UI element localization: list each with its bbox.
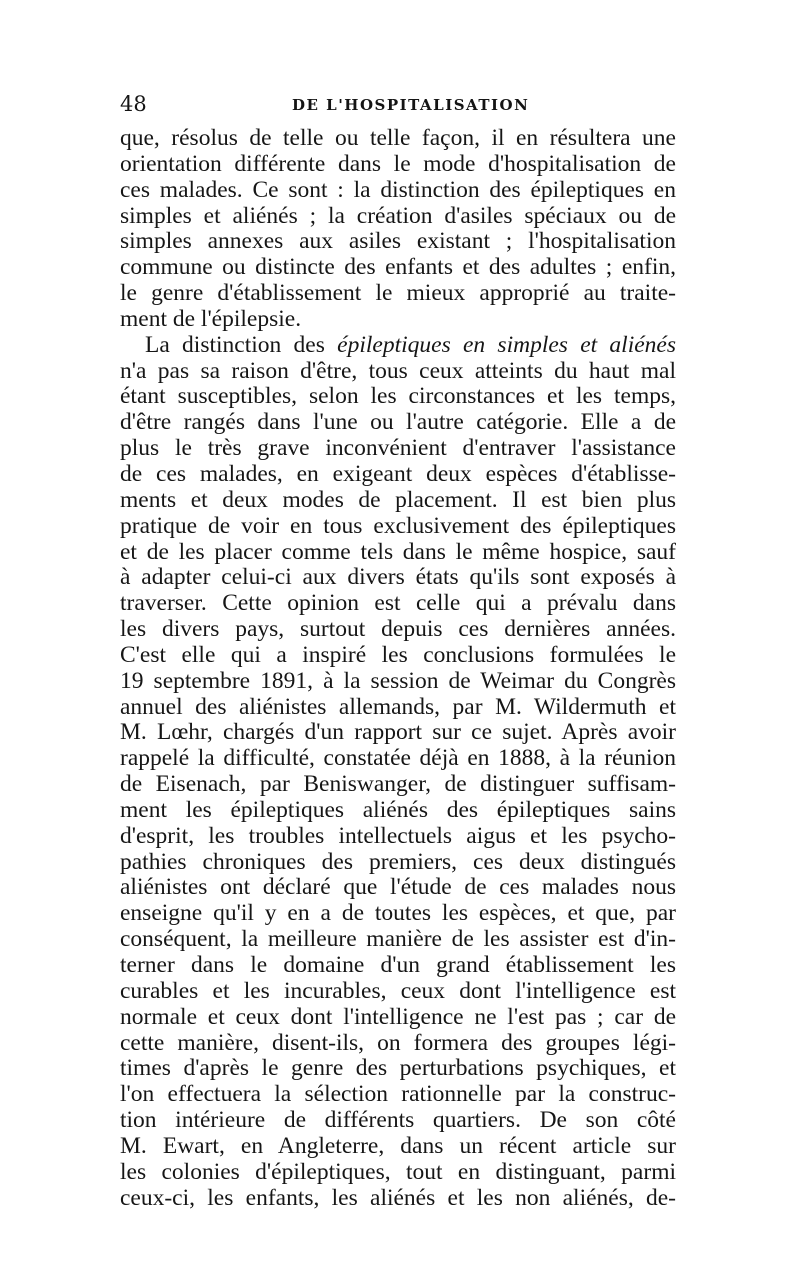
text-line: orientation différente dans le mode d'hospitalisation de — [120, 150, 676, 177]
text-line: tion intérieure de différents quartiers. De son côté — [120, 1107, 676, 1134]
paragraph-end-line: ment de l'épilepsie. — [120, 305, 302, 332]
italic-phrase: épileptiques en simples et aliénés — [337, 331, 676, 358]
text-line: plus le très grave inconvénient d'entraver l'assistance — [120, 435, 676, 462]
text-line: rappelé la difficulté, constatée déjà en 1888, à la réunion — [120, 745, 676, 772]
text-line: les divers pays, surtout depuis ces dernières années. — [120, 616, 676, 643]
text-line: 19 septembre 1891, à la session de Weimar du Congrès — [120, 667, 676, 694]
text-line: que, résolus de telle ou telle façon, il en résultera une — [120, 125, 676, 151]
text-span: La distinction des — [145, 331, 338, 358]
page-number: 48 — [120, 92, 147, 116]
text-line: pratique de voir en tous exclusivement des épileptiques — [120, 512, 676, 539]
text-line: ceux-ci, les enfants, les aliénés et les non aliénés, de- — [120, 1184, 676, 1211]
text-line: aliénistes ont déclaré que l'étude de ces malades nous — [120, 874, 676, 901]
text-line: M. Lœhr, chargés d'un rapport sur ce sujet. Après avoir — [120, 719, 676, 746]
text-line: terner dans le domaine d'un grand établissement les — [120, 952, 676, 978]
text-line: enseigne qu'il y en a de toutes les espèces, et que, par — [120, 900, 676, 927]
text-line: ments et deux modes de placement. Il est bien plus — [120, 486, 676, 513]
text-line: traverser. Cette opinion est celle qui a prévalu dans — [120, 590, 676, 617]
text-line: n'a pas sa raison d'être, tous ceux atteints du haut mal — [120, 357, 676, 384]
text-line: et de les placer comme tels dans le même hospice, sauf — [120, 538, 676, 565]
text-line: l'on effectuera la sélection rationnelle par la construc- — [120, 1081, 676, 1108]
text-line: simples et aliénés ; la création d'asiles spéciaux ou de — [120, 202, 676, 229]
text-line: les colonies d'épileptiques, tout en distinguant, parmi — [120, 1158, 676, 1185]
text-line: à adapter celui-ci aux divers états qu'ils sont exposés à — [120, 564, 676, 591]
paragraph-start-line — [120, 333, 676, 359]
text-line: annuel des aliénistes allemands, par M. Wildermuth et — [120, 693, 676, 720]
text-line: pathies chroniques des premiers, ces deux distingués — [120, 848, 676, 875]
text-line: ment les épileptiques aliénés des épileptiques sains — [120, 796, 676, 823]
text-line: commune ou distincte des enfants et des adultes ; enfin, — [120, 254, 676, 281]
text-line: times d'après le genre des perturbations psychiques, et — [120, 1055, 676, 1082]
text-line: de Eisenach, par Beniswanger, de distinguer suffisam- — [120, 771, 676, 798]
text-line: conséquent, la meilleure manière de les assister est d'in- — [120, 926, 676, 953]
text-line: simples annexes aux asiles existant ; l'hospitalisation — [120, 228, 676, 255]
text-line: curables et les incurables, ceux dont l'intelligence est — [120, 977, 676, 1004]
body-text — [120, 126, 676, 1211]
text-line: cette manière, disent-ils, on formera des groupes légi- — [120, 1029, 676, 1056]
text-line: le genre d'établissement le mieux approprié au traite- — [120, 280, 676, 307]
text-line: C'est elle qui a inspiré les conclusions formulées le — [120, 641, 676, 668]
page-header — [120, 91, 690, 121]
text-line: d'être rangés dans l'une ou l'autre catégorie. Elle a de — [120, 409, 676, 436]
text-line: étant susceptibles, selon les circonstances et les temps, — [120, 383, 676, 410]
running-title: DE L'HOSPITALISATION — [292, 96, 530, 114]
text-line: d'esprit, les troubles intellectuels aigus et les psycho- — [120, 822, 676, 849]
text-line: M. Ewart, en Angleterre, dans un récent article sur — [120, 1132, 676, 1159]
text-line: ces malades. Ce sont : la distinction des épileptiques en — [120, 176, 676, 203]
text-line: de ces malades, en exigeant deux espèces d'établisse- — [120, 460, 676, 487]
text-line: normale et ceux dont l'intelligence ne l'est pas ; car de — [120, 1003, 676, 1030]
